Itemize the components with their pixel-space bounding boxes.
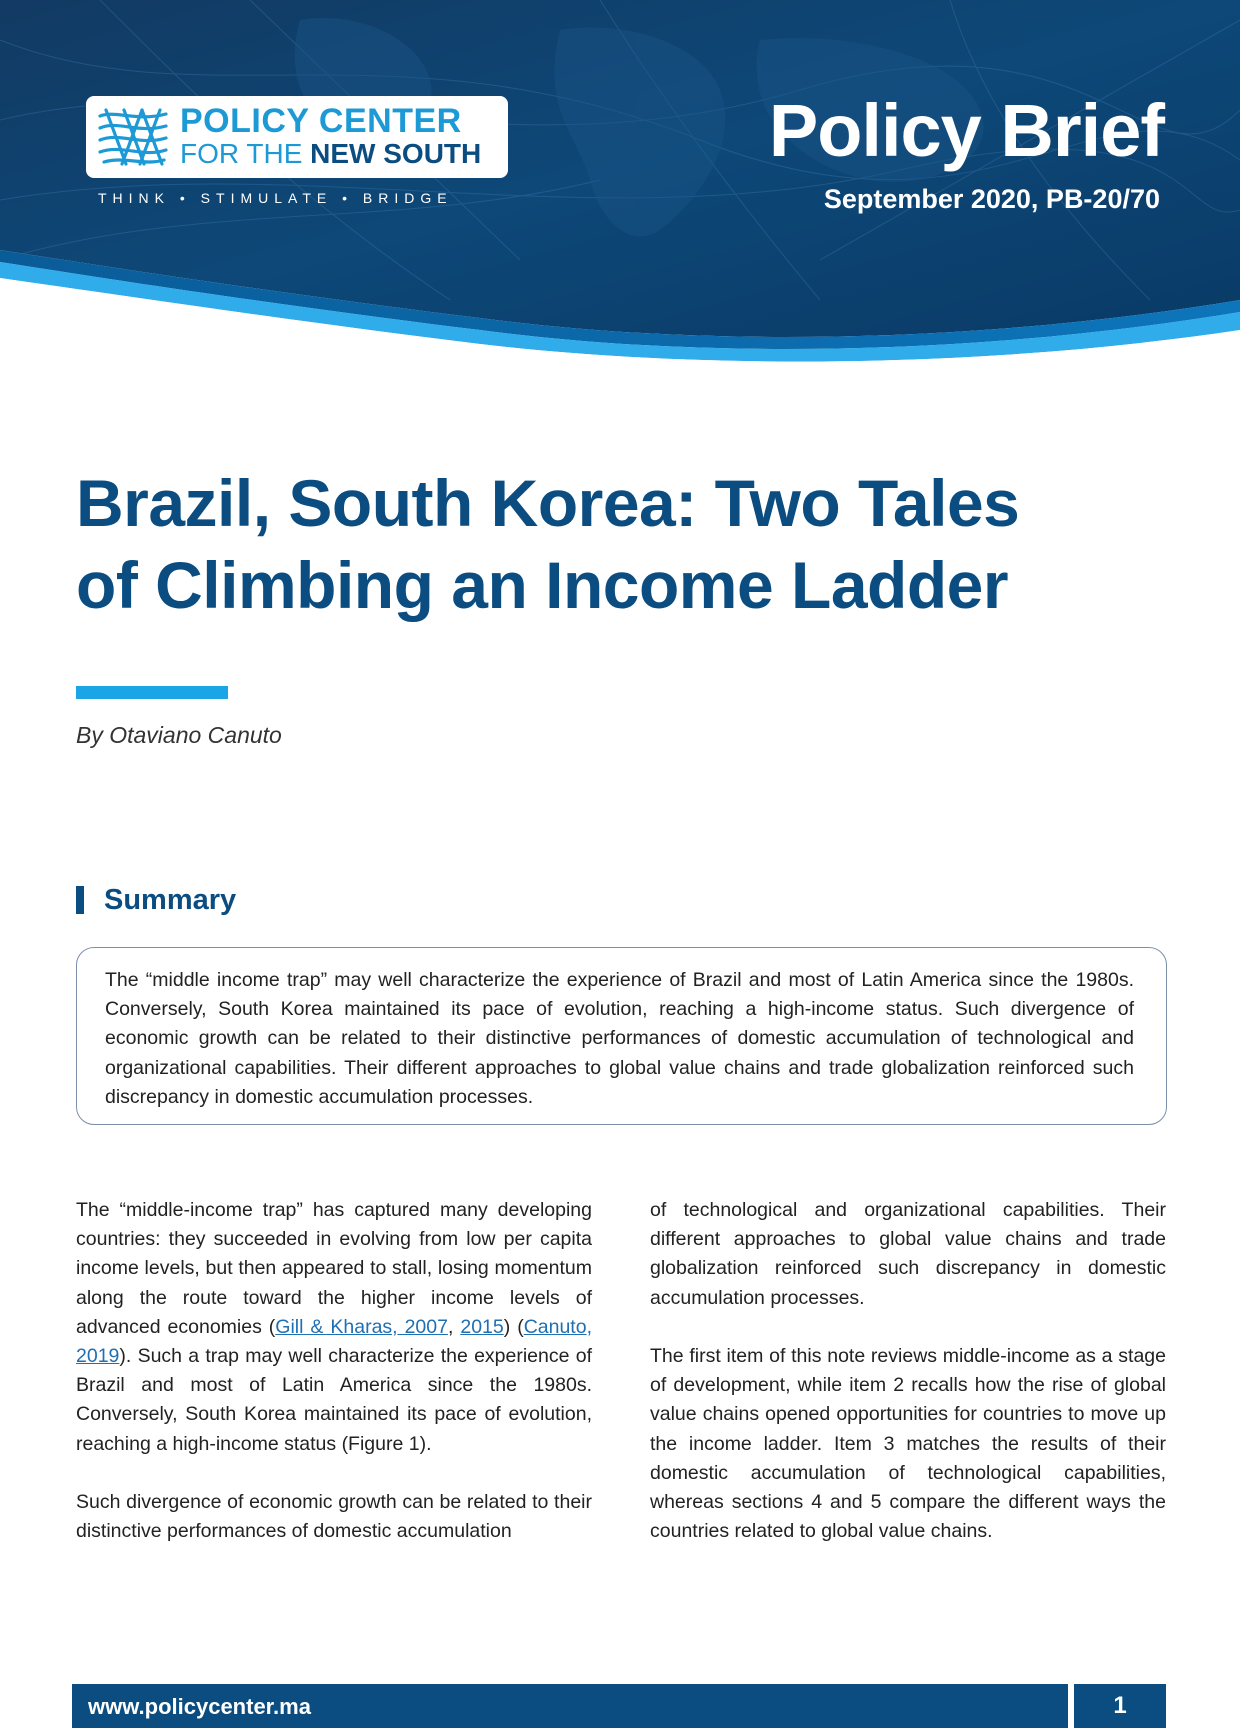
title-line-1: Brazil, South Korea: Two Tales bbox=[76, 466, 1020, 540]
p1-text-c: ) ( bbox=[503, 1315, 524, 1338]
logo bbox=[86, 96, 508, 178]
header-banner bbox=[0, 0, 1240, 370]
body-paragraph-2: Such divergence of economic growth can be related to their distinctive performances of domestic accumulation bbox=[76, 1491, 592, 1543]
logo-mesh-icon bbox=[96, 106, 170, 168]
body-paragraph-4: The first item of this note reviews middle-income as a stage of development, while item 2 recalls how the rise of global value chains opened opportunities for countries to move up the income ladder. Item 3 matches the results of their domestic accumulation of technological capabilities, whereas sections 4 and 5 compare the different ways the countries related to global value chains. bbox=[650, 1345, 1166, 1543]
summary-heading: Summary bbox=[104, 884, 237, 916]
author-byline: By Otaviano Canuto bbox=[76, 722, 282, 748]
p1-text-b: , bbox=[447, 1315, 461, 1338]
logo-line-2 bbox=[180, 138, 481, 170]
title-line-2: of Climbing an Income Ladder bbox=[76, 548, 1009, 622]
footer-website-link[interactable]: www.policycenter.ma bbox=[88, 1694, 311, 1719]
logo-tagline: THINK • STIMULATE • BRIDGE bbox=[98, 190, 453, 206]
summary-heading-marker bbox=[76, 886, 84, 914]
p1-text-a: The “middle-income trap” has captured many developing countries: they succeeded in evolving from low per capita income levels, but then appeared to stall, losing momentum along the route toward the higher income levels of advanced economies ( bbox=[76, 1199, 592, 1338]
document-type: Policy Brief bbox=[768, 89, 1164, 172]
summary-box bbox=[76, 947, 1167, 1125]
logo-line-1: POLICY CENTER bbox=[180, 102, 462, 140]
page-title bbox=[76, 462, 1076, 626]
body-column-right bbox=[650, 1196, 1166, 1576]
document-date-reference: September 2020, PB-20/70 bbox=[823, 184, 1160, 214]
logo-line-2-emphasis: NEW SOUTH bbox=[310, 138, 482, 169]
page-number: 1 bbox=[1113, 1692, 1127, 1719]
citation-link-canuto-2019[interactable]: Canuto, 2019 bbox=[76, 1315, 592, 1368]
body-paragraph-3: of technological and organizational capabilities. Their different approaches to global value chains and trade globalization reinforced such discrepancy in domestic accumulation processes. bbox=[650, 1199, 1166, 1309]
summary-text: The “middle income trap” may well characterize the experience of Brazil and most of Latin America since the 1980s. Conversely, South Korea maintained its pace of evolution, reaching a high-income status. Such divergence of economic growth can be related to their distinctive performances of domestic accumulation of technological and organizational capabilities. Their different approaches to global value chains and trade globalization reinforced such discrepancy in domestic accumulation processes. bbox=[105, 969, 1134, 1108]
body-column-left bbox=[76, 1196, 592, 1576]
body-paragraph-1 bbox=[76, 1196, 592, 1459]
citation-link-gill-kharas-2007[interactable]: Gill & Kharas, 2007 bbox=[275, 1315, 448, 1338]
logo-line-2-prefix: FOR THE bbox=[180, 138, 311, 169]
title-accent-rule bbox=[76, 686, 228, 699]
p1-text-d: ). Such a trap may well characterize the experience of Brazil and most of Latin America since the 1980s. Conversely, South Korea maintained its pace of evolution, reaching a high-income status (Figure 1). bbox=[76, 1345, 592, 1455]
citation-link-gill-kharas-2015[interactable]: 2015 bbox=[460, 1315, 504, 1338]
